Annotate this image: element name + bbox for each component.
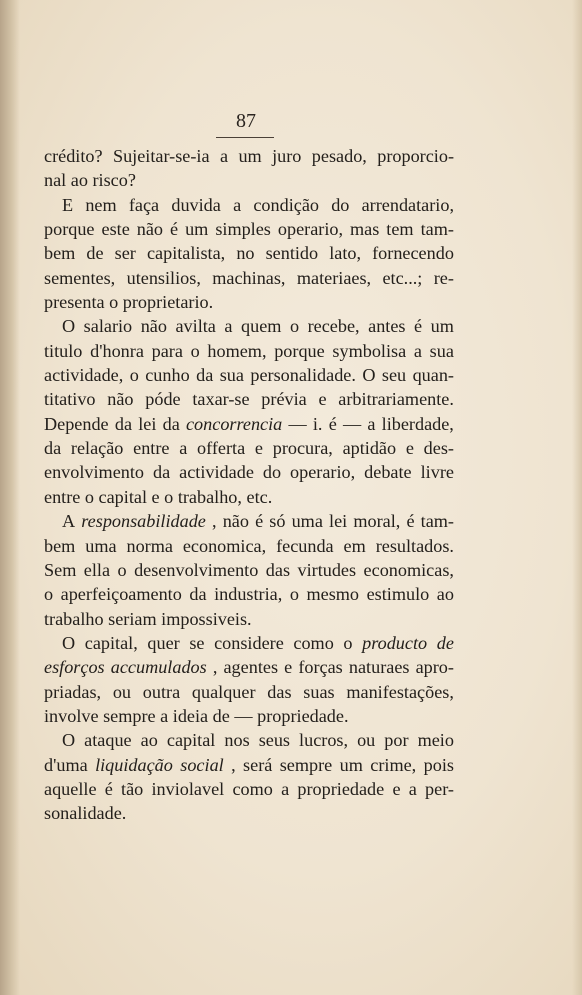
text-line: crédito? Sujeitar-se-ia a um juro pesado, proporcio- — [44, 146, 454, 166]
text-line: esforços accumulados , agentes e forças naturaes apro- — [44, 657, 454, 678]
text-line: sementes, utensilios, machinas, materiaes, etc...; re- — [44, 267, 454, 288]
text-line: d'uma liquidação social , será sempre um crime, pois — [44, 754, 454, 775]
text-line: o aperfeiçoamento da industria, o mesmo estimulo ao — [44, 584, 454, 605]
text-line: O salario não avilta a quem o recebe, antes é um — [62, 316, 454, 337]
text-line: titativo não póde taxar-se prévia e arbitrariamente. — [44, 389, 454, 410]
text-line: actividade, o cunho da sua personalidade. O seu quan- — [44, 365, 454, 386]
text-line: trabalho seriam impossiveis. — [44, 608, 252, 629]
text-line: aquelle é tão inviolavel como a propriedade e a per- — [44, 778, 454, 799]
text-line: presenta o proprietario. — [44, 292, 214, 313]
text-line: O ataque ao capital nos seus lucros, ou por meio — [62, 730, 454, 751]
text-line: involve sempre a ideia de — propriedade. — [44, 705, 349, 726]
text-line: priadas, ou outra qualquer das suas manifestações, — [44, 681, 454, 702]
text-line: da relação entre a offerta e procura, aptidão e des- — [44, 438, 454, 459]
text-line: entre o capital e o trabalho, etc. — [44, 486, 273, 507]
header-rule — [216, 137, 274, 138]
text-line: bem uma norma economica, fecunda em resultados. — [44, 535, 454, 556]
text-line: O capital, quer se considere como o producto de — [62, 632, 454, 653]
text-line: envolvimento da actividade do operario, debate livre — [44, 462, 454, 483]
text-line: Sem ella o desenvolvimento das virtudes economicas, — [44, 559, 454, 580]
page-edge — [572, 0, 582, 995]
text-line: sonalidade. — [44, 803, 127, 824]
text-line: A responsabilidade , não é só uma lei moral, é tam- — [62, 511, 454, 532]
text-line: E nem faça duvida a condição do arrendatario, — [62, 194, 454, 215]
text-line: porque este não é um simples operario, mas tem tam- — [44, 219, 454, 240]
text-line: Depende da lei da concorrencia — i. é — a liberdade, — [44, 413, 454, 434]
page-binding-shadow — [0, 0, 20, 995]
text-line: nal ao risco? — [44, 170, 136, 191]
text-line: titulo d'honra para o homem, porque symbolisa a sua — [44, 340, 454, 361]
page-number: 87 — [236, 110, 256, 132]
body-text — [44, 144, 454, 826]
text-line: bem de ser capitalista, no sentido lato, fornecendo — [44, 243, 454, 264]
